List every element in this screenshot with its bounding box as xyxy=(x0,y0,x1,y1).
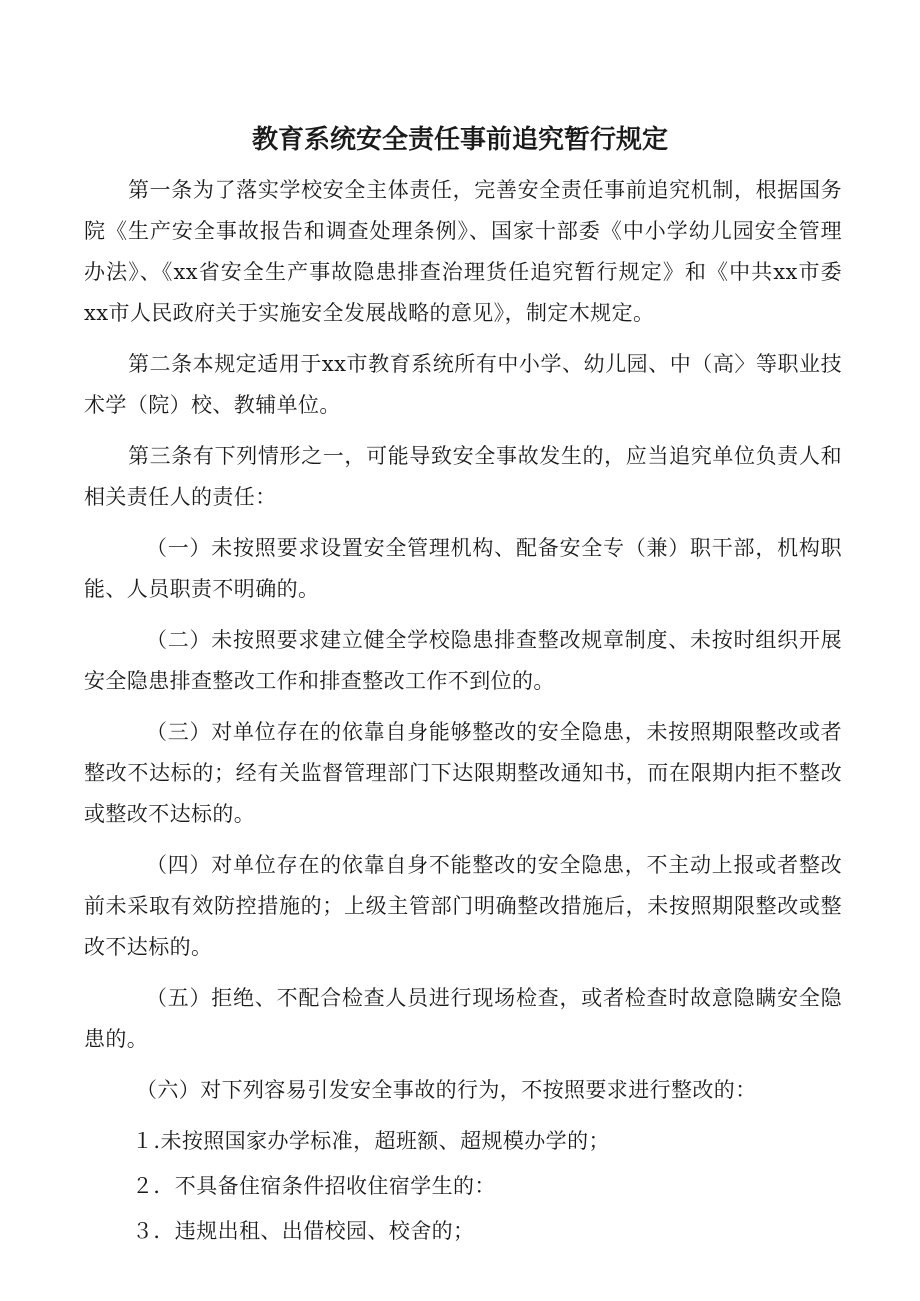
document-title: 教育系统安全责任事前追究暂行规定 xyxy=(251,125,668,155)
list-item-3: ３．违规出租、出借校园、校舍的； xyxy=(132,1219,475,1243)
clause-1-paragraph: （一）未按照要求设置安全管理机构、配备安全专（兼）职干部，机构职能、人员职责不明确的。 xyxy=(84,536,842,601)
article-3-paragraph: 第三条有下列情形之一，可能导致安全事故发生的，应当追究单位负责人和相关责任人的责任： xyxy=(84,444,842,509)
clause-2-paragraph: （二）未按照要求建立健全学校隐患排查整改规章制度、未按时组织开展安全隐患排查整改工作和排查整改工作不到位的。 xyxy=(84,628,842,693)
list-item-2: ２．不具备住宿条件招收住宿学生的： xyxy=(132,1174,496,1198)
article-1-paragraph: 第一条为了落实学校安全主体责任，完善安全责任事前追究机制，根据国务院《生产安全事故报告和调查处理条例》、国家十部委《中小学幼儿园安全管理办法》、《xx省安全生产事故隐患排查治理货任追究暂行规定》和《中共xx市委xx市人民政府关于实施安全发展战略的意见》，制定木规定。 xyxy=(84,178,842,325)
article-2-paragraph: 第二条本规定适用于xx市教育系统所有中小学、幼儿园、中（高〉等职业技术学（院）校、教辅单位。 xyxy=(84,352,842,417)
clause-3-paragraph: （三）对单位存在的依靠自身能够整改的安全隐患，未按照期限整改或者整改不达标的；经有关监督管理部门下达限期整改通知书，而在限期内拒不整改或整改不达标的。 xyxy=(84,720,842,826)
clause-4-paragraph: （四）对单位存在的依靠自身不能整改的安全隐患，不主动上报或者整改前未采取有效防控措施的；上级主管部门明确整改措施后，未按照期限整改或整改不达标的。 xyxy=(84,853,842,959)
clause-6-paragraph: （六）对下列容易引发安全事故的行为，不按照要求进行整改的： xyxy=(136,1078,757,1102)
list-item-1: １.未按照国家办学标准，超班额、超规模办学的； xyxy=(132,1129,610,1153)
document-body xyxy=(84,170,842,1256)
clause-5-paragraph: （五）拒绝、不配合检查人员进行现场检查，或者检查时故意隐瞒安全隐患的。 xyxy=(84,986,842,1051)
